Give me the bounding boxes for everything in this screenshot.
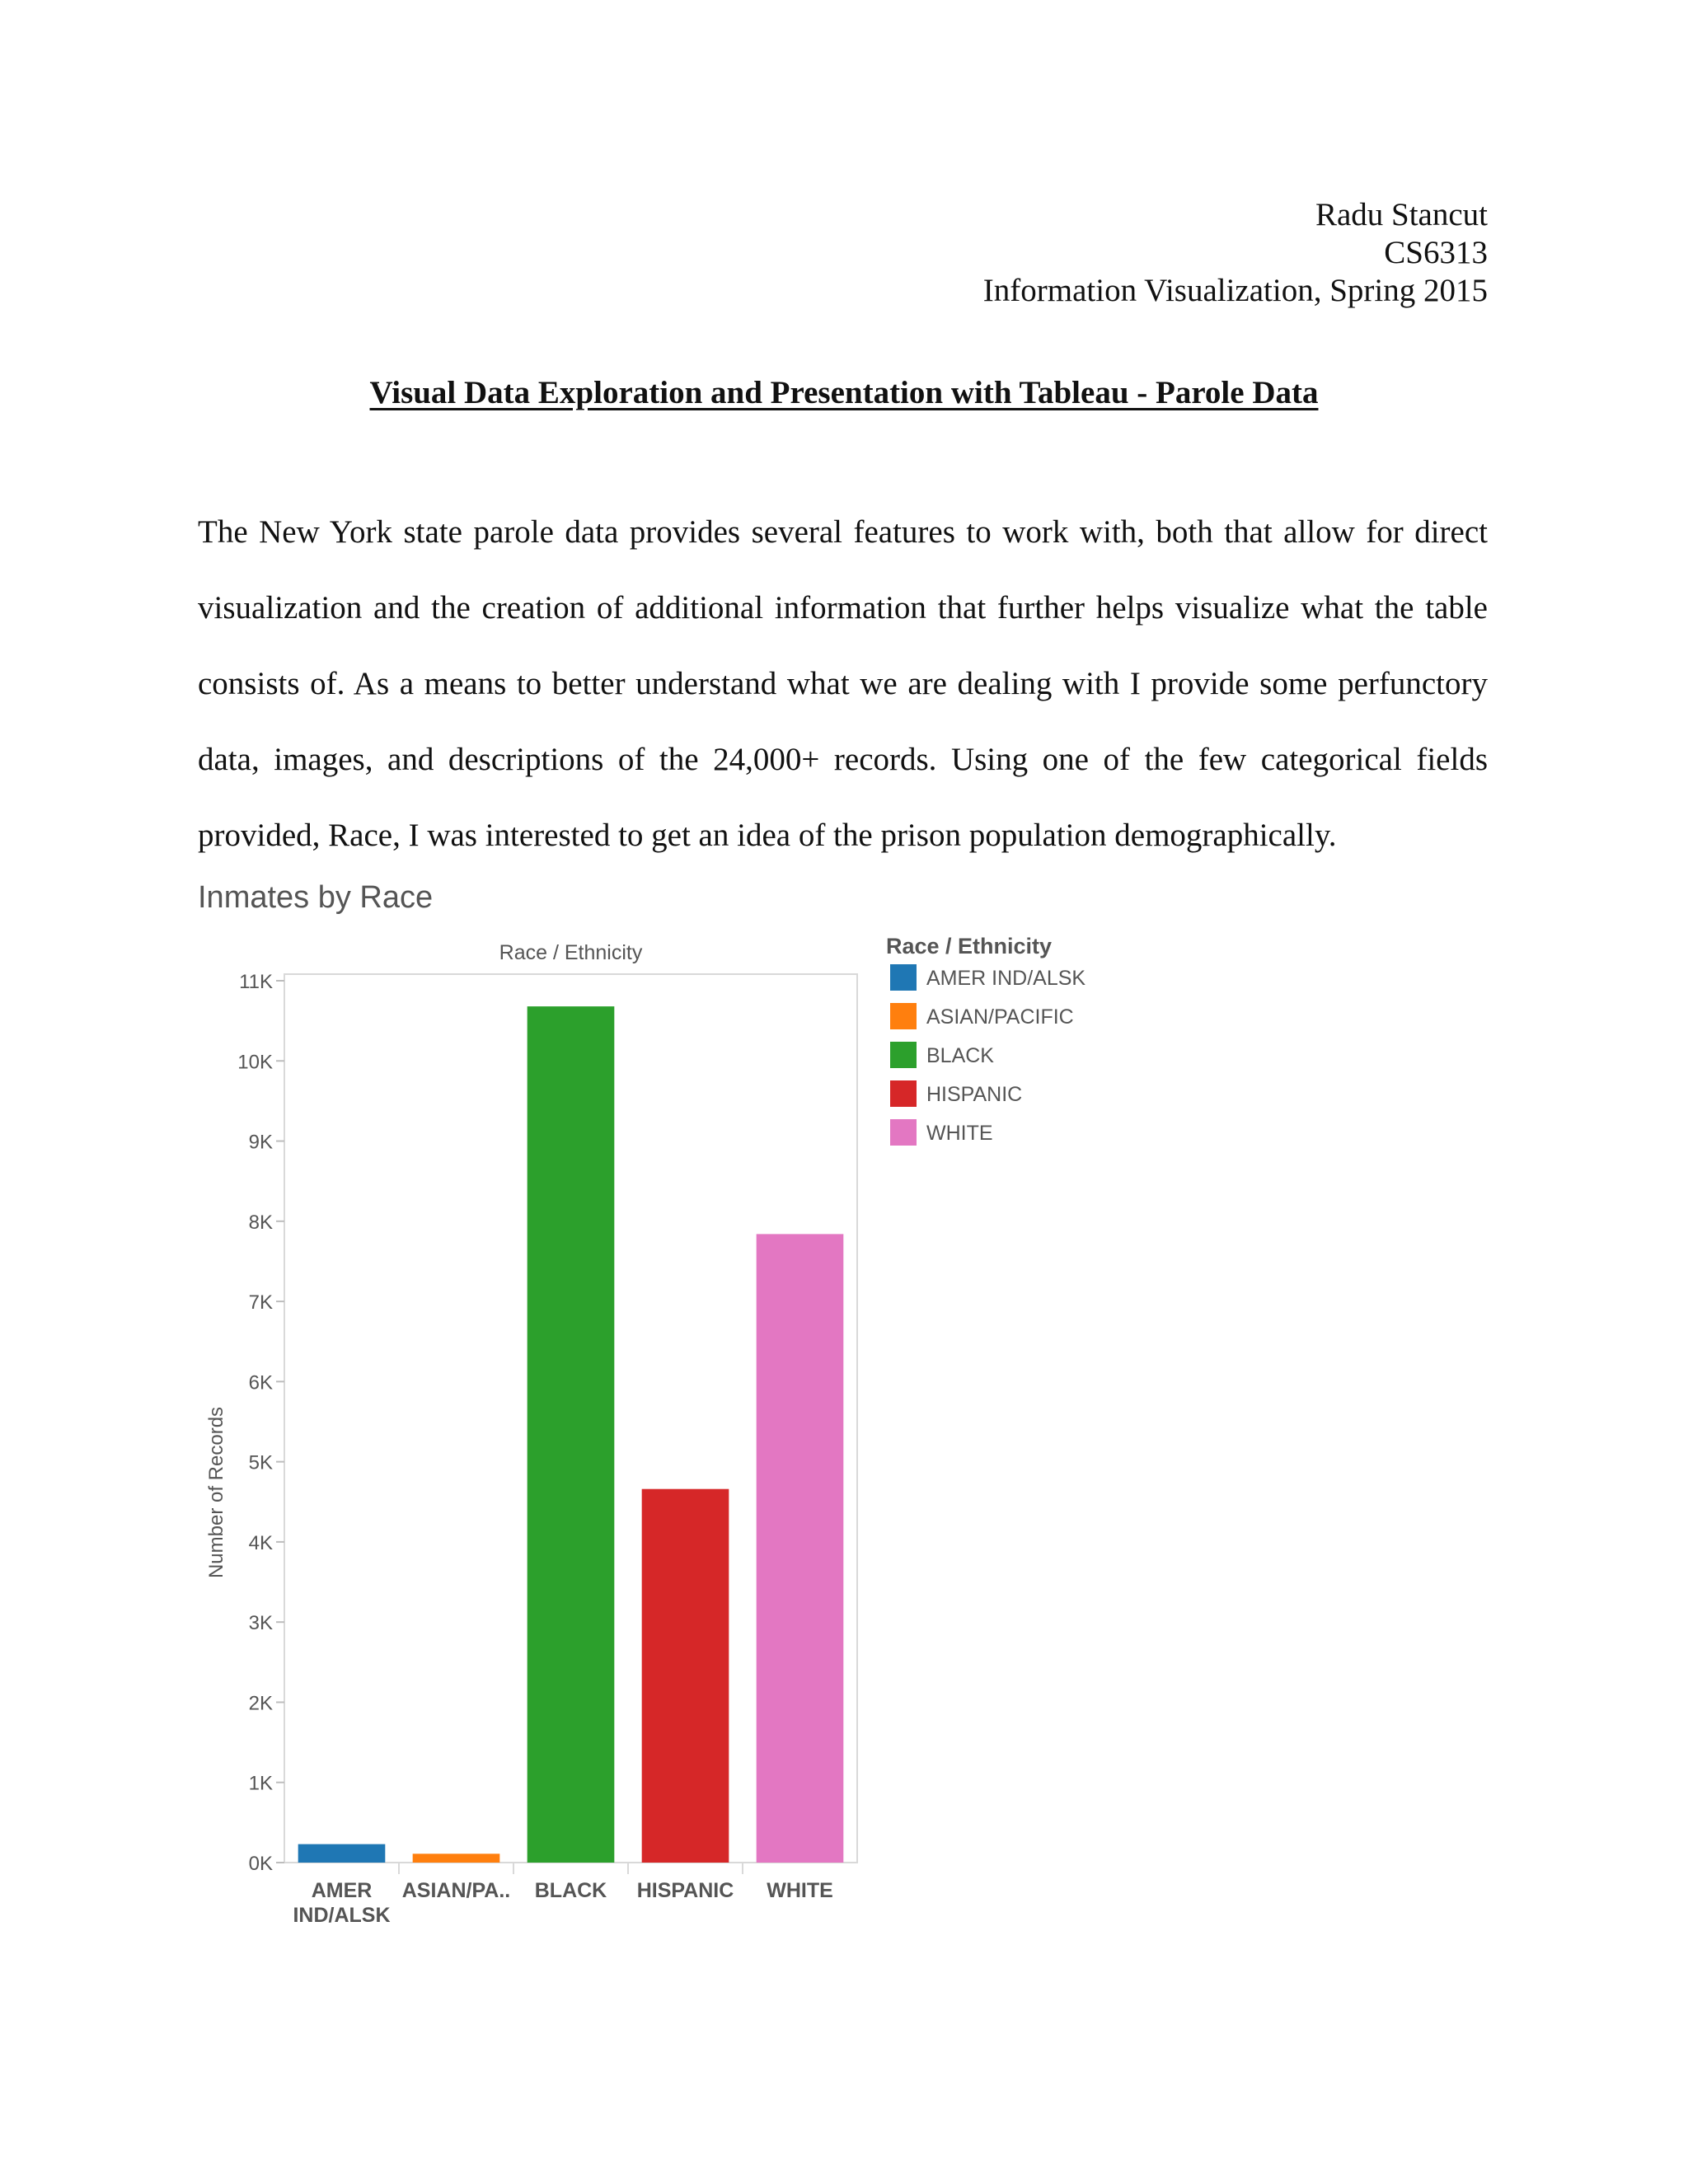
- bar-white: [757, 1234, 844, 1863]
- x-tick-label: IND/ALSK: [293, 1904, 391, 1927]
- x-tick-label: AMER: [311, 1879, 373, 1902]
- course-code: CS6313: [1384, 235, 1488, 270]
- bars: [298, 1006, 844, 1863]
- x-tick-label: BLACK: [534, 1879, 607, 1902]
- y-axis: [237, 971, 284, 1875]
- legend-swatch: [890, 1119, 917, 1146]
- y-tick-label: 10K: [237, 1051, 273, 1074]
- x-tick-label: WHITE: [767, 1879, 833, 1902]
- document-title-text: Visual Data Exploration and Presentation with Tableau - Parole Data: [369, 375, 1319, 410]
- y-tick-label: 11K: [239, 971, 273, 993]
- y-tick-label: 1K: [248, 1772, 273, 1795]
- bar-asian-pacific: [413, 1854, 500, 1863]
- bar-chart: [0, 907, 1688, 1929]
- y-tick-label: 5K: [248, 1451, 273, 1474]
- legend-title: Race / Ethnicity: [886, 934, 1053, 958]
- legend-swatch: [890, 1042, 917, 1068]
- legend-item-label: WHITE: [926, 1122, 993, 1145]
- column-header: Race / Ethnicity: [499, 941, 643, 964]
- bar-black: [528, 1006, 615, 1863]
- y-tick-label: 4K: [248, 1531, 273, 1554]
- y-tick-label: 7K: [248, 1291, 273, 1315]
- course-name: Information Visualization, Spring 2015: [982, 273, 1488, 308]
- legend-swatch: [890, 1003, 917, 1029]
- legend-item-label: AMER IND/ALSK: [926, 967, 1086, 990]
- legend-item-label: HISPANIC: [926, 1083, 1023, 1106]
- y-tick-label: 9K: [248, 1131, 273, 1154]
- x-tick-label: ASIAN/PA..: [401, 1879, 511, 1902]
- x-axis-labels: [293, 1863, 832, 1927]
- author-block: [983, 196, 1488, 310]
- legend-item-label: ASIAN/PACIFIC: [926, 1005, 1074, 1029]
- y-tick-label: 0K: [248, 1853, 273, 1875]
- y-tick-label: 8K: [248, 1211, 273, 1234]
- legend-item-label: BLACK: [926, 1044, 994, 1067]
- y-tick-label: 6K: [248, 1371, 273, 1394]
- y-tick-label: 3K: [248, 1612, 273, 1635]
- legend-swatch: [890, 1080, 917, 1107]
- document-title: [0, 374, 1688, 411]
- y-axis-label: Number of Records: [205, 1406, 227, 1579]
- chart-title: Inmates by Race: [198, 880, 434, 915]
- bar-hispanic: [642, 1489, 729, 1863]
- legend-swatch: [890, 964, 917, 991]
- intro-paragraph: The New York state parole data provides several features to work with, both that allow for direct visualization and the creation of additional information that further helps visualize what the table consists of. As a means to better understand what we are dealing with I provide some perfunctory data, images, and descriptions of the 24,000+ records. Using one of the few categorical fields provided, Race, I was interested to get an idea of the prison population demographically.: [198, 514, 1488, 853]
- legend: [886, 934, 1085, 1146]
- y-tick-label: 2K: [248, 1692, 273, 1715]
- x-tick-label: HISPANIC: [636, 1879, 734, 1902]
- author-name: Radu Stancut: [1315, 197, 1488, 232]
- bar-amer-ind-alsk: [298, 1844, 386, 1863]
